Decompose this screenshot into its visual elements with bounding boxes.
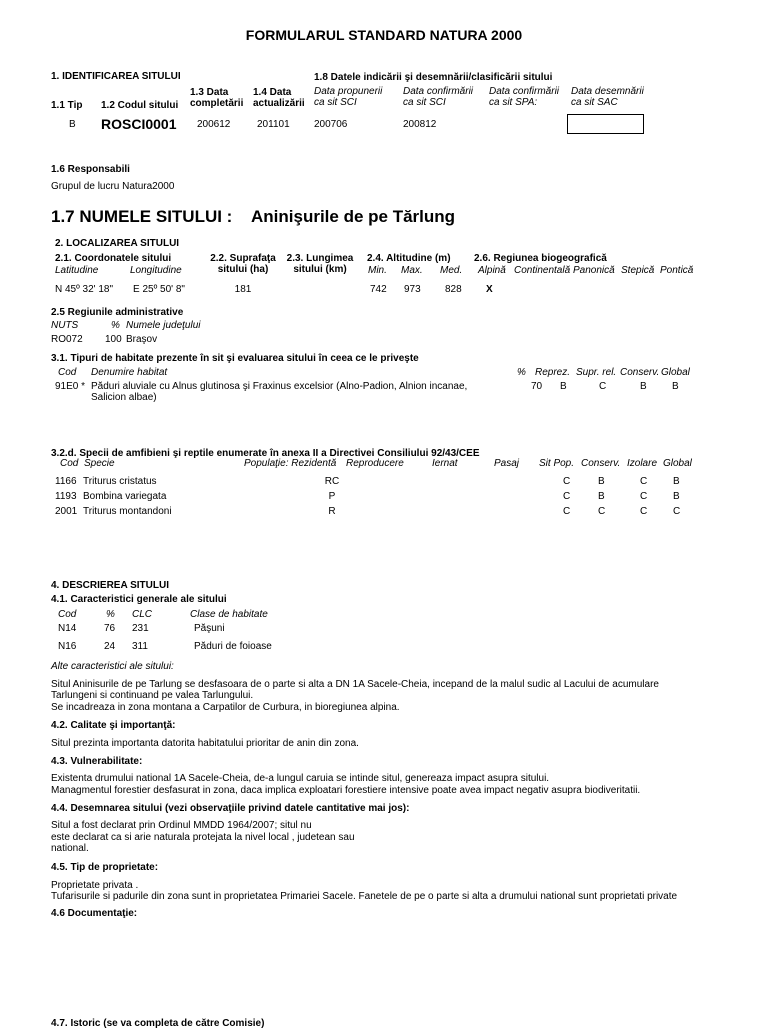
county-label: Numele judeţului [126, 320, 201, 331]
habitat-reprez: B [560, 381, 567, 392]
alpine-region-mark: X [486, 284, 493, 295]
section-4-heading: 4. DESCRIEREA SITULUI [51, 580, 169, 591]
general-characteristics-heading: 4.1. Caracteristici generale ale sitului [51, 594, 227, 605]
species-heading: 3.2.d. Specii de amfibieni şi reptile enumerate în anexa II a Directivei Consiliului 92/43/CEE [51, 448, 480, 459]
region-alpine-label: Alpină [478, 265, 506, 276]
page-title: FORMULARUL STANDARD NATURA 2000 [245, 27, 523, 43]
biogeographic-region-label: 2.6. Regiunea biogeografică [474, 253, 607, 264]
nuts-label: NUTS [51, 320, 79, 331]
species-name: Triturus cristatus [83, 476, 157, 487]
conf-sci-label-2: ca sit SCI [403, 97, 446, 108]
species-sitpop: C [563, 491, 571, 502]
species-staging-label: Pasaj [494, 458, 520, 469]
altitude-label: 2.4. Altitudine (m) [367, 253, 451, 264]
designation-text-3: national. [51, 843, 89, 854]
species-breeding-label: Reproducere [346, 458, 404, 469]
section-2-heading: 2. LOCALIZAREA SITULUI [55, 238, 180, 249]
species-sitpop: C [563, 476, 571, 487]
species-sitpop-label: Sit Pop. [539, 458, 575, 469]
species-global: B [673, 476, 680, 487]
section-1-heading: 1. IDENTIFICAREA SITULUI [51, 71, 181, 82]
region-pannonian-label: Panonică [573, 265, 615, 276]
habitat-name-2: Salicion albae) [91, 392, 157, 403]
species-sitpop: C [563, 506, 571, 517]
landcover-class: Păduri de foioase [194, 641, 272, 652]
latitude-label: Latitudine [55, 265, 99, 276]
landcover-percent: 76 [104, 623, 116, 634]
habitat-name-label: Denumire habitat [91, 367, 168, 378]
site-description-line: Situl Aninisurile de pe Tarlung se desfasoara de o parte si alta a DN 1A Sacele-Cheia, incepand de la malul sudic al Lacului de acumulare [51, 679, 659, 690]
data-actualizarii-value: 201101 [257, 119, 290, 130]
coordinates-label: 2.1. Coordonatele sitului [55, 253, 172, 264]
site-description-line: Se incadreaza in zona montana a Carpatilor de Curbura, in bioregiunea alpina. [51, 702, 400, 713]
conf-sci-label: Data confirmării [403, 86, 474, 97]
habitat-global-label: Global [661, 367, 690, 378]
data-completarii-value: 200612 [197, 119, 231, 130]
species-resident: R [328, 506, 336, 517]
conf-spa-label-2: ca sit SPA: [489, 97, 538, 108]
data-actualizarii-label-2: actualizării [253, 98, 305, 109]
vulnerability-heading: 4.3. Vulnerabilitate: [51, 756, 143, 767]
species-population-label: Populaţie: Rezidentă [244, 458, 337, 469]
designation-heading: 4.4. Desemnarea sitului (vezi observaţiile privind datele cantitative mai jos): [51, 803, 410, 814]
desemn-sac-label: Data desemnării [571, 86, 644, 97]
landcover-code: N16 [58, 641, 77, 652]
landcover-class: Păşuni [194, 623, 225, 634]
site-code: ROSCI0001 [101, 116, 177, 132]
designation-text-2: este declarat ca si arie naturala protejata la nivel local , judetean sau [51, 832, 355, 843]
species-conserv: B [598, 491, 605, 502]
site-name-label: 1.7 NUMELE SITULUI : [51, 207, 233, 226]
longitude-value: E 25º 50' 8" [133, 284, 185, 295]
vulnerability-text: Existenta drumului national 1A Sacele-Cheia, de-a lungul caruia se intinde situl, genereaza impact asupra sitului. [51, 773, 550, 784]
altitude-med-value: 828 [445, 284, 462, 295]
nuts-value: RO072 [51, 334, 83, 345]
data-actualizarii-label: 1.4 Data [253, 87, 292, 98]
site-description-line: Tarlungeni si continuand pe valea Tarlungului. [51, 690, 254, 701]
dates-heading: 1.8 Datele indicării şi desemnării/clasificării sitului [314, 72, 553, 83]
landcover-percent: 24 [104, 641, 116, 652]
altitude-med-label: Med. [440, 265, 463, 276]
quality-importance-text: Situl prezinta importanta datorita habitatului prioritar de anin din zona. [51, 738, 359, 749]
other-characteristics-label: Alte caracteristici ale sitului: [51, 661, 174, 672]
species-conserv: B [598, 476, 605, 487]
habitat-conserv: B [640, 381, 647, 392]
quality-importance-heading: 4.2. Calitate şi importanţă: [51, 720, 176, 731]
data-completarii-label-2: completării [190, 98, 244, 109]
species-conserv-label: Conserv. [581, 458, 621, 469]
data-confirmarii-sci-value: 200812 [403, 119, 437, 130]
admin-regions-heading: 2.5 Regiunile administrative [51, 307, 184, 318]
region-continental-label: Continentală [514, 265, 571, 276]
tip-label: 1.1 Tip [51, 100, 83, 111]
species-wintering-label: Iernat [432, 458, 458, 469]
species-isolation: C [640, 476, 648, 487]
landcover-code: N14 [58, 623, 77, 634]
nuts-percent-label: % [111, 320, 120, 331]
ownership-text: Proprietate privata . [51, 880, 139, 891]
vulnerability-text-2: Managmentul forestier desfasurat in zona, daca implica exploatari forestiere intensive poate avea impact negativ asupra biodiveritatii. [51, 785, 641, 796]
landcover-percent-label: % [106, 609, 115, 620]
length-label-2: sitului (km) [293, 264, 347, 275]
species-resident: RC [324, 476, 340, 487]
species-name-label: Specie [84, 458, 115, 469]
habitat-global: B [672, 381, 679, 392]
habitat-code-label: Cod [58, 367, 77, 378]
species-isolation-label: Izolare [627, 458, 658, 469]
prop-sci-label-2: ca sit SCI [314, 97, 357, 108]
habitat-supr-label: Supr. rel. [576, 367, 617, 378]
sac-date-box [567, 114, 644, 134]
habitat-code: 91E0 * [55, 381, 86, 392]
responsabili-value: Grupul de lucru Natura2000 [51, 181, 175, 192]
county-value: Braşov [126, 334, 158, 345]
species-global: C [673, 506, 681, 517]
species-conserv: C [598, 506, 606, 517]
landcover-clc-label: CLC [132, 609, 153, 620]
nuts-percent-value: 100 [105, 334, 122, 345]
habitat-percent: 70 [531, 381, 543, 392]
altitude-min-value: 742 [370, 284, 387, 295]
habitat-conserv-label: Conserv. [620, 367, 660, 378]
habitat-supr: C [599, 381, 607, 392]
tip-value: B [69, 119, 76, 130]
landcover-code-label: Cod [58, 609, 77, 620]
data-propunerii-sci-value: 200706 [314, 119, 348, 130]
conf-spa-label: Data confirmării [489, 86, 560, 97]
species-name: Bombina variegata [83, 491, 167, 502]
altitude-max-label: Max. [401, 265, 423, 276]
region-pontic-label: Pontică [660, 265, 694, 276]
habitats-heading: 3.1. Tipuri de habitate prezente în sit şi evaluarea sitului în ceea ce le priveşte [51, 353, 419, 364]
landcover-clc: 231 [132, 623, 149, 634]
longitude-label: Longitudine [130, 265, 182, 276]
desemn-sac-label-2: ca sit SAC [571, 97, 618, 108]
species-code: 1166 [55, 476, 77, 487]
landcover-class-label: Clase de habitate [190, 609, 268, 620]
ownership-text-2: Tufarisurile si padurile din zona sunt in proprietatea Primariei Sacele. Fanetele de pe o parte si alta a drumului national sunt proprietati private [51, 891, 678, 902]
site-name: Aninişurile de pe Tărlung [251, 207, 456, 226]
habitat-reprez-label: Reprez. [535, 367, 571, 378]
species-global-label: Global [663, 458, 692, 469]
altitude-max-value: 973 [404, 284, 421, 295]
area-label-2: sitului (ha) [217, 264, 269, 275]
landcover-clc: 311 [132, 641, 148, 652]
species-code: 1193 [55, 491, 77, 502]
prop-sci-label: Data propunerii [314, 86, 383, 97]
data-completarii-label: 1.3 Data [190, 87, 229, 98]
ownership-heading: 4.5. Tip de proprietate: [51, 862, 159, 873]
history-heading: 4.7. Istoric (se va completa de către Comisie) [51, 1018, 265, 1029]
area-label: 2.2. Suprafaţa [210, 253, 276, 264]
habitat-name: Păduri aluviale cu Alnus glutinosa şi Fraxinus excelsior (Alno-Padion, Alnion incanae, [91, 381, 468, 392]
altitude-min-label: Min. [368, 265, 387, 276]
area-value: 181 [234, 284, 252, 295]
species-code-label: Cod [60, 458, 79, 469]
length-label: 2.3. Lungimea [286, 253, 354, 264]
region-steppic-label: Stepică [621, 265, 655, 276]
habitat-percent-label: % [517, 367, 526, 378]
species-name: Triturus montandoni [83, 506, 172, 517]
species-resident: P [328, 491, 336, 502]
cod-label: 1.2 Codul sitului [101, 100, 179, 111]
species-isolation: C [640, 491, 648, 502]
species-isolation: C [640, 506, 648, 517]
documentation-heading: 4.6 Documentaţie: [51, 908, 138, 919]
species-global: B [673, 491, 680, 502]
species-code: 2001 [55, 506, 78, 517]
responsabili-heading: 1.6 Responsabili [51, 164, 130, 175]
latitude-value: N 45º 32' 18" [55, 284, 114, 295]
designation-text: Situl a fost declarat prin Ordinul MMDD 1964/2007; situl nu [51, 820, 312, 831]
